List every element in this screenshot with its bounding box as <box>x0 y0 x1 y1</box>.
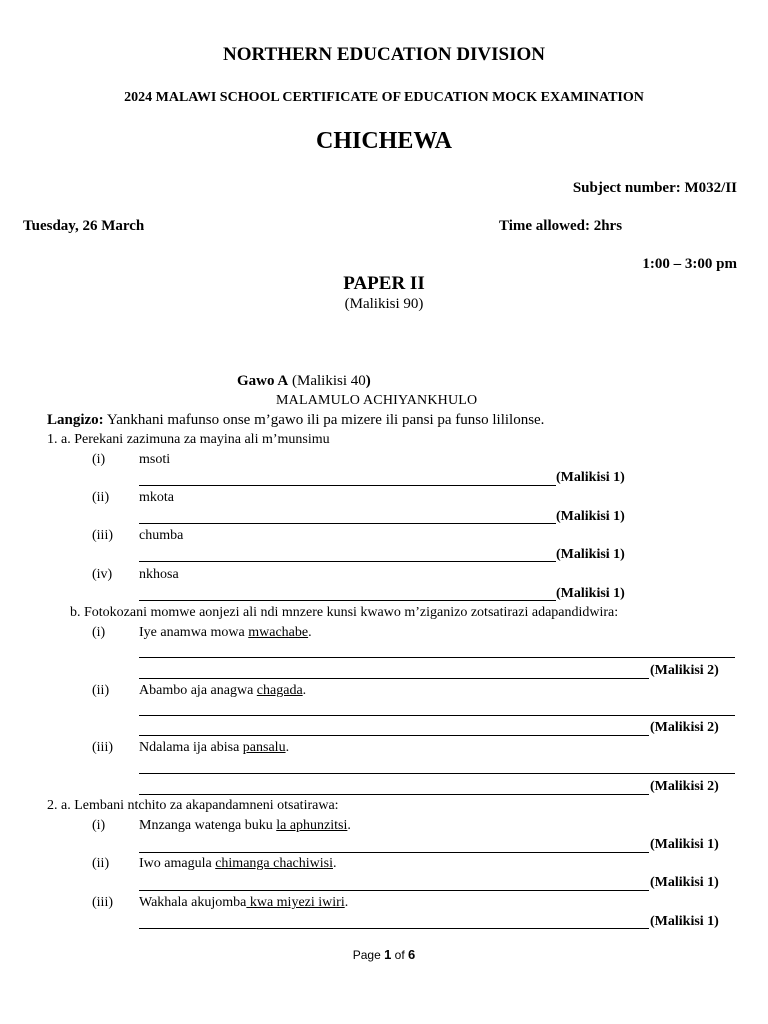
marks-label: (Malikisi 2) <box>650 779 719 794</box>
time-allowed: Time allowed: 2hrs <box>499 218 623 234</box>
answer-line[interactable] <box>139 600 556 601</box>
q1b-item-num: (i) <box>92 625 106 640</box>
q1a-prompt: 1. a. Perekani zazimuna za mayina ali m’munsimu <box>47 432 330 447</box>
q1b-item-sentence: Ndalama ija abisa pansalu. <box>139 740 290 755</box>
q1a-item-word: chumba <box>139 528 184 543</box>
marks-label: (Malikisi 1) <box>556 547 625 562</box>
time-range: 1:00 – 3:00 pm <box>642 256 737 272</box>
section-title: MALAMULO ACHIYANKHULO <box>276 393 478 408</box>
division-title: NORTHERN EDUCATION DIVISION <box>222 44 546 65</box>
answer-line[interactable] <box>139 678 649 679</box>
q2a-item-num: (ii) <box>92 856 110 871</box>
underlined-word: pansalu <box>242 740 286 755</box>
answer-line[interactable] <box>139 657 735 658</box>
paper-marks: (Malikisi 90) <box>344 296 424 312</box>
q2a-item-sentence: Wakhala akujomba kwa miyezi iwiri. <box>139 895 349 910</box>
exam-title: 2024 MALAWI SCHOOL CERTIFICATE OF EDUCATION MOCK EXAMINATION <box>124 90 644 105</box>
answer-line[interactable] <box>139 735 649 736</box>
marks-label: (Malikisi 1) <box>650 837 719 852</box>
q1b-item-num: (ii) <box>92 683 110 698</box>
marks-label: (Malikisi 1) <box>556 470 625 485</box>
answer-line[interactable] <box>139 928 649 929</box>
answer-line[interactable] <box>139 890 649 891</box>
answer-line[interactable] <box>139 485 556 486</box>
underlined-word: kwa miyezi iwiri <box>246 895 345 910</box>
q1a-item-num: (ii) <box>92 490 110 505</box>
underlined-word: mwachabe <box>248 625 309 640</box>
answer-line[interactable] <box>139 715 735 716</box>
underlined-word: chimanga chachiwisi <box>215 856 333 871</box>
total-pages: 6 <box>408 947 416 962</box>
section-heading <box>237 373 371 390</box>
instructions-label: Langizo: <box>47 412 104 428</box>
answer-line[interactable] <box>139 561 556 562</box>
marks-label: (Malikisi 1) <box>556 586 625 601</box>
q1a-item-word: msoti <box>139 452 171 467</box>
current-page: 1 <box>384 947 392 962</box>
marks-label: (Malikisi 1) <box>650 875 719 890</box>
marks-label: (Malikisi 1) <box>556 509 625 524</box>
gawo-marks: (Malikisi 40 <box>288 373 366 389</box>
gawo-close: ) <box>365 373 371 389</box>
q1a-item-word: mkota <box>139 490 174 505</box>
q2a-prompt: 2. a. Lembani ntchito za akapandamneni otsatirawa: <box>47 798 339 813</box>
instructions <box>47 412 544 429</box>
q2a-item-sentence: Iwo amagula chimanga chachiwisi. <box>139 856 337 871</box>
q2a-item-num: (iii) <box>92 895 113 910</box>
q2a-item-sentence: Mnzanga watenga buku la aphunzitsi. <box>139 818 351 833</box>
q1a-item-num: (iii) <box>92 528 113 543</box>
answer-line[interactable] <box>139 523 556 524</box>
marks-label: (Malikisi 1) <box>650 914 719 929</box>
gawo-label: Gawo A <box>237 373 289 389</box>
q2a-item-num: (i) <box>92 818 106 833</box>
exam-date: Tuesday, 26 March <box>23 218 145 234</box>
paper-title: PAPER II <box>343 273 425 294</box>
q1b-prompt: b. Fotokozani momwe aonjezi ali ndi mnzere kunsi kwawo m’ziganizo zotsatirazi adapandidwira: <box>70 605 619 620</box>
underlined-word: la aphunzitsi <box>276 818 348 833</box>
subject-number: Subject number: M032/II <box>572 180 737 196</box>
q1a-item-num: (iv) <box>92 567 113 582</box>
q1b-item-sentence: Abambo aja anagwa chagada. <box>139 683 307 698</box>
subject-title: CHICHEWA <box>315 128 453 154</box>
answer-line[interactable] <box>139 852 649 853</box>
page-number: Page 1 of 6 <box>352 947 416 962</box>
q1b-item-sentence: Iye anamwa mowa mwachabe. <box>139 625 312 640</box>
marks-label: (Malikisi 2) <box>650 663 719 678</box>
q1a-item-num: (i) <box>92 452 106 467</box>
instructions-text: Yankhani mafunso onse m’gawo ili pa mizere ili pansi pa funso lililonse. <box>103 412 545 428</box>
underlined-word: chagada <box>256 683 303 698</box>
q1b-item-num: (iii) <box>92 740 113 755</box>
answer-line[interactable] <box>139 773 735 774</box>
answer-line[interactable] <box>139 794 649 795</box>
marks-label: (Malikisi 2) <box>650 720 719 735</box>
q1a-item-word: nkhosa <box>139 567 179 582</box>
